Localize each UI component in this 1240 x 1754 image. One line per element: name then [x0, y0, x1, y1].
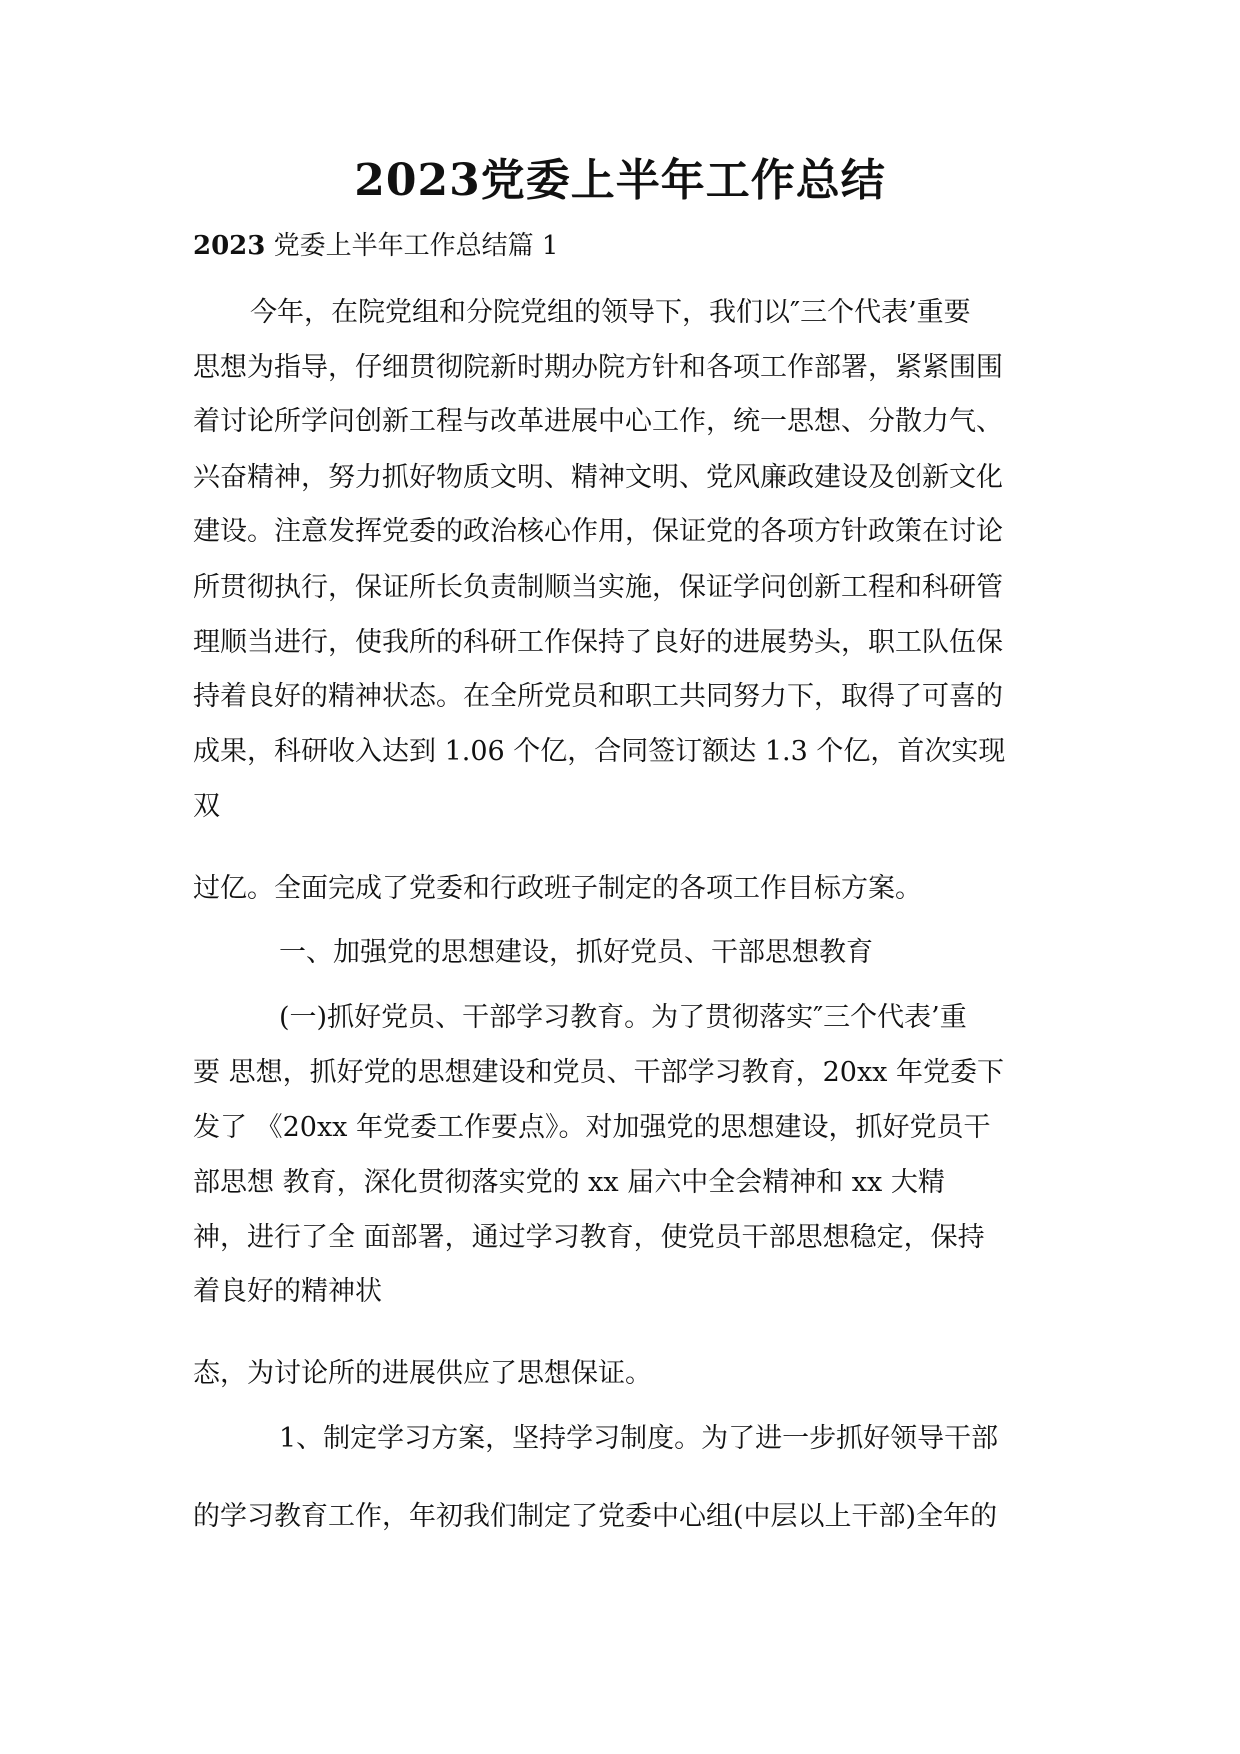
body-line: 建设。注意发挥党委的政治核心作用，保证党的各项方针政策在讨论	[193, 516, 1003, 547]
body-line: 要 思想，抓好党的思想建设和党员、干部学习教育，20xx 年党委下	[193, 1057, 1004, 1088]
body-line: 持着良好的精神状态。在全所党员和职工共同努力下，取得了可喜的	[193, 681, 1003, 712]
body-line: 双	[193, 791, 220, 822]
body-line: 1、制定学习方案，坚持学习制度。为了进一步抓好领导干部	[279, 1423, 999, 1454]
section-heading-year: 2023	[193, 231, 266, 261]
body-line: 着讨论所学问创新工程与改革进展中心工作，统一思想、分散力气、	[193, 406, 1003, 437]
body-line: 部思想 教育，深化贯彻落实党的 xx 届六中全会精神和 xx 大精	[193, 1167, 945, 1198]
body-line: (一)抓好党员、干部学习教育。为了贯彻落实″三个代表’重	[279, 1002, 967, 1033]
section-heading-1: 一、加强党的思想建设，抓好党员、干部思想教育	[279, 937, 873, 968]
section-heading	[193, 231, 558, 262]
body-line: 发了 《20xx 年党委工作要点》。对加强党的思想建设，抓好党员干	[193, 1112, 991, 1143]
body-line: 态，为讨论所的进展供应了思想保证。	[193, 1358, 652, 1389]
body-line: 思想为指导，仔细贯彻院新时期办院方针和各项工作部署，紧紧围围	[193, 352, 1003, 383]
body-line: 着良好的精神状	[193, 1276, 382, 1307]
body-line: 今年，在院党组和分院党组的领导下，我们以″三个代表’重要	[250, 297, 971, 328]
section-heading-text: 党委上半年工作总结篇 1	[265, 231, 559, 261]
document-title: 2023党委上半年工作总结	[354, 155, 886, 206]
body-line: 成果，科研收入达到 1.06 个亿，合同签订额达 1.3 个亿，首次实现	[193, 736, 1006, 767]
body-line: 理顺当进行，使我所的科研工作保持了良好的进展势头，职工队伍保	[193, 627, 1003, 658]
body-line: 的学习教育工作，年初我们制定了党委中心组(中层以上干部)全年的	[193, 1501, 998, 1532]
body-line: 神，进行了全 面部署，通过学习教育，使党员干部思想稳定，保持	[193, 1222, 985, 1253]
body-line: 兴奋精神，努力抓好物质文明、精神文明、党风廉政建设及创新文化	[193, 462, 1003, 493]
body-line: 所贯彻执行，保证所长负责制顺当实施，保证学问创新工程和科研管	[193, 572, 1003, 603]
body-line: 过亿。全面完成了党委和行政班子制定的各项工作目标方案。	[193, 873, 922, 904]
